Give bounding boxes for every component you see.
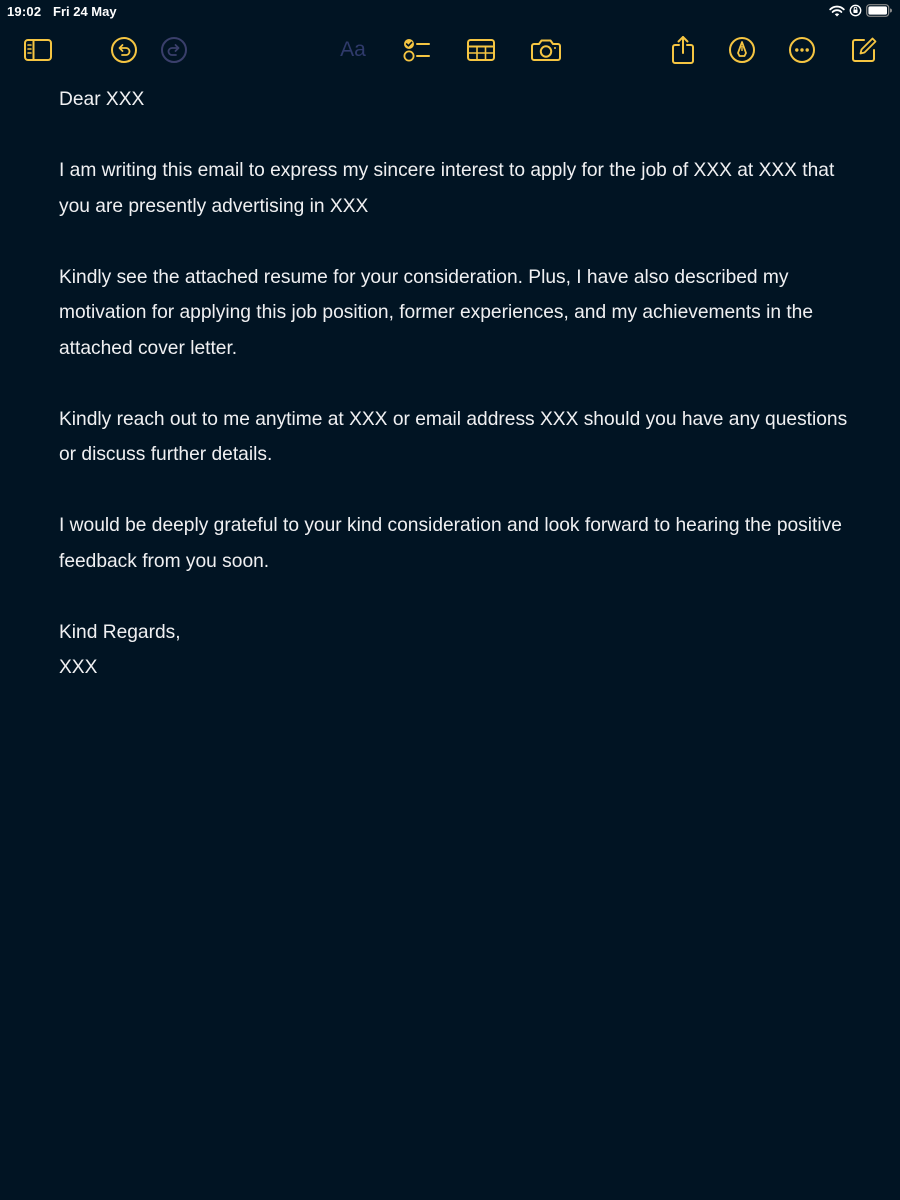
status-icons <box>829 3 892 21</box>
status-time: 19:02 <box>7 4 42 19</box>
compose-button[interactable] <box>848 34 880 66</box>
camera-icon <box>530 37 562 63</box>
share-button[interactable] <box>667 34 699 66</box>
markup-button[interactable] <box>726 34 758 66</box>
notes-toolbar <box>0 28 900 72</box>
wifi-icon <box>829 5 845 20</box>
note-paragraph: I am writing this email to express my sincere interest to apply for the job of XXX at XXX that you are presently advertising in XXX <box>59 160 835 217</box>
note-paragraph: Kindly reach out to me anytime at XXX or email address XXX should you have any questions or discuss further details. <box>59 408 848 465</box>
checklist-icon <box>401 36 431 64</box>
status-date: Fri 24 May <box>53 4 117 19</box>
more-options-icon <box>788 36 816 64</box>
format-text-button[interactable] <box>333 34 373 66</box>
table-icon <box>466 38 496 62</box>
note-signature: XXX <box>59 657 98 678</box>
note-paragraph: Kindly see the attached resume for your consideration. Plus, I have also described my motivation for applying this job position, former experiences, and my achievements in the attached cover letter. <box>59 266 814 359</box>
redo-button[interactable] <box>158 34 190 66</box>
note-paragraph: I would be deeply grateful to your kind consideration and look forward to hearing the positive feedback from you soon. <box>59 515 842 572</box>
note-closing: Kind Regards, <box>59 621 181 643</box>
redo-icon <box>160 36 188 64</box>
camera-button[interactable] <box>530 34 562 66</box>
format-text-icon: Aa <box>340 38 366 61</box>
more-options-button[interactable] <box>786 34 818 66</box>
markup-pen-icon <box>728 36 756 64</box>
status-bar <box>0 0 900 24</box>
note-editor[interactable] <box>59 82 859 686</box>
checklist-button[interactable] <box>400 34 432 66</box>
sidebar-toggle-button[interactable] <box>22 34 54 66</box>
sidebar-toggle-icon <box>23 38 53 62</box>
table-button[interactable] <box>465 34 497 66</box>
orientation-lock-icon <box>849 4 862 20</box>
battery-icon <box>866 4 892 20</box>
note-salutation: Dear XXX <box>59 89 145 110</box>
undo-icon <box>110 36 138 64</box>
share-icon <box>670 34 696 66</box>
compose-icon <box>850 36 878 64</box>
undo-button[interactable] <box>108 34 140 66</box>
